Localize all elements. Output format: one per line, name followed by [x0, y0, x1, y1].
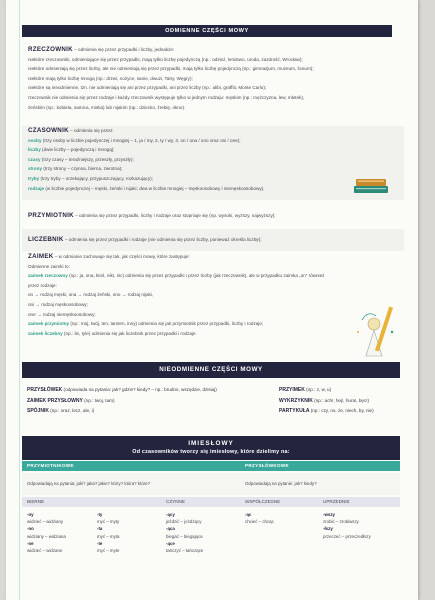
- header-przymiotnikowe: PRZYMIOTNIKOWE: [22, 461, 240, 471]
- text-line: niektóre rzeczowniki, odmieniające się przez przypadki, mają tylko liczbę pojedynczą (np.: odzież, lenistwo, uroda, zazdrość, Wrocław);: [28, 56, 303, 62]
- books-icon: [352, 174, 392, 196]
- bierne-ny-column: -ny widzieć – widziany -no widziany – widziana -ne widzieć – widzane: [27, 512, 66, 554]
- pencil-ink-illustration: [338, 302, 400, 358]
- heading-zaimek: ZAIMEK: [28, 253, 54, 260]
- bierne-ty-column: -ty myć – myty -ta myć – myta -te myć – myte: [97, 512, 120, 554]
- text-line: niektóre mają tylko liczbę mnogą (np.: drzwi, nożyce, sanie, dwuzi, Tatry, Węgry);: [28, 75, 193, 81]
- text-line: żeńskim (np.: kobieta, samica, miska) lub nijakim (np.: dziecko, źrebię, okno).: [28, 104, 186, 110]
- section-liczebnik: LICZEBNIK – odmienia się przez przypadki i rodzaje (nie odmienia się przez liczby, ponieważ określa liczbę);: [22, 229, 404, 251]
- section-przymiotnik: PRZYMIOTNIK – odmienia się przez przypadki, liczby i rodzaje oraz stopniuje się (np. wysoki, wyższy, najwyższy);: [28, 212, 276, 219]
- section-zaimek: ZAIMEK – w odmianie zachowuje się tak, jak części mowy, które zastępuje: Odmienne zaimki to: zaimek rzeczowny (np.: ja, ona, ktoś, nikt, nic) odmienia się przez przypadki i przez liczby (jak rzeczownik), ale w przypadku zaimka „on” również przez rodzaje: on → rodzaj męski, ona → rodzaj żeński, ono → rodzaj nijaki, oni → rodzaj męskoosobowy; one → rodzaj niemęskoosobowy; zaimek przymiotny (np.: mój, twój, ten, tamten, inny) odmienia się jak przymiotnik przez przypadki, liczby i rodzaje; zaimek liczebny (np.: ile, tyle) odmienia się jak liczebnik przez przypadki i rodzaje.: [28, 253, 325, 336]
- heading-liczebnik: LICZEBNIK: [28, 236, 64, 243]
- text-line: niektóre są nieodmienne, tzn. nie odmieniają się ani przez przypadki, ani przez liczby (np.: alibi, graffiti, Monte Carlo);: [28, 85, 267, 91]
- czynne-column: -ący jeździć – jeżdżący -ąca biegać – biegająca -ące tańczyć – tańczące: [166, 512, 204, 554]
- header-przyslowkowe: PRZYSŁÓWKOWE: [240, 461, 400, 471]
- wspolczesne-column: -ąc chcieć – chcąc: [245, 512, 274, 525]
- section-banner-nieodmienne: NIEODMIENNE CZĘŚCI MOWY: [22, 362, 400, 378]
- heading-czasownik: CZASOWNIK: [28, 127, 69, 134]
- uprzednie-column: -wszy zrobić – zrobiwszy -łszy przeczeć – przeczedłszy: [323, 512, 371, 539]
- section-czasownik: CZASOWNIK – odmienia się przez: osoby (trzy osoby w liczbie pojedynczej i mnogiej – 1, ja / my, 2, ty / wy, 3, on / ona / ono oraz oni / one); liczby (dwie liczby – pojedynczą i mnogą); czasy (trzy czasy – teraźniejszy, przeszły, przyszły); strony (trzy strony – czynna, bierna, zwrotna); tryby (trzy tryby – orzekający, przypuszczający, rozkazujący); rodzaje (w liczbie pojedynczej – męski, żeński i nijaki; dwa w liczbie mnogiej – męskoosobowy i niemęskoosobowy).: [22, 126, 404, 200]
- margin-line: [19, 0, 20, 600]
- section-rzeczownik: RZECZOWNIK – odmienia się przez przypadki i liczby, jednakże: niektóre rzeczowniki, odmieniające się przez przypadki, mają tylko liczbę pojedynczą (np.: odzież, lenistwo, uroda, zazdrość, Wrocław); niektóre odmieniają się przez liczby, ale nie odmieniają się przez przypadki, mają tylko liczbę pojedynczą (np.: gimnazjum, muzeum, liceum); niektóre mają tylko liczbę mnogą (np.: drzwi, nożyce, sanie, dwuzi, Tatry, Węgry); niektóre są nieodmienne, tzn. nie odmieniają się ani przez przypadki, ani przez liczby (np.: alibi, graffiti, Monte Carlo); rzeczownik nie odmienia się przez rodzaje i każdy rzeczownik występuje tylko w jednym rodzaju: męskim (np.: mężczyzna, lew, młotek), żeńskim (np.: kobieta, samica, miska) lub nijakim (np.: dziecko, źrebię, okno).: [22, 45, 404, 123]
- text-line: niektóre odmieniają się przez liczby, ale nie odmieniają się przez przypadki, mają tylko liczbę pojedynczą (np.: gimnazjum, muzeum, liceum);: [28, 66, 314, 72]
- text-line: rzeczownik nie odmienia się przez rodzaje i każdy rzeczownik występuje tylko w jednym rodzaju: męskim (np.: mężczyzna, lew, młotek),: [28, 94, 305, 100]
- heading-rzeczownik: RZECZOWNIK: [28, 46, 73, 53]
- heading-przymiotnik: PRZYMIOTNIK: [28, 212, 74, 219]
- section-banner-imieslowy: IMIESŁOWY Od czasowników tworzy się imiesłowy, które dzielimy na:: [22, 436, 400, 460]
- section-banner-odmienne: ODMIENNE CZĘŚCI MOWY: [22, 25, 392, 37]
